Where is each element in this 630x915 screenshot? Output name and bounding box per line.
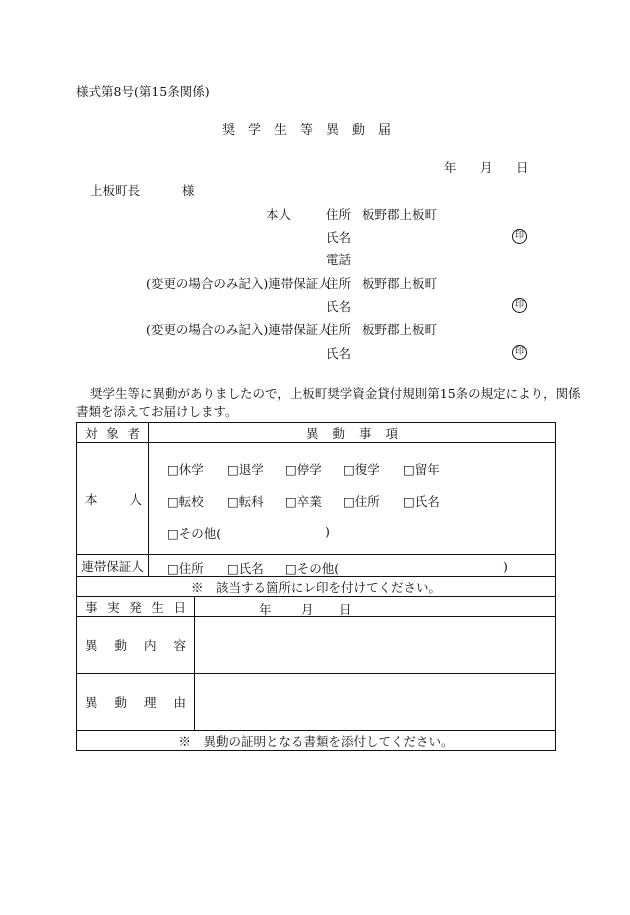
target-header-char: 対 [85, 425, 98, 441]
target-header [77, 423, 149, 443]
change-content-label-char: 内 [143, 638, 157, 653]
body-line-1: 奨学生等に異動がありましたので，上板町奨学資金貸付規則第15条の規定により，関係 [90, 386, 581, 401]
change-content-label-char: 動 [114, 638, 127, 653]
guarantor-label-cell [77, 555, 149, 577]
fact-date-label-char: 発 [129, 599, 142, 615]
fact-date-label-char: 事 [85, 599, 98, 615]
self-row [77, 443, 556, 555]
applicant-role: 本人 [266, 207, 292, 222]
date-day-label: 日 [516, 160, 529, 175]
change-reason-label-char: 動 [114, 695, 127, 710]
target-header-char: 象 [106, 425, 119, 441]
change-reason-label-cell [77, 674, 195, 731]
option-repeat-year-checkbox[interactable]: □留年 [403, 462, 440, 477]
guarantor-2-seal-icon: 印 [512, 345, 527, 360]
applicant-name-label: 氏名 [326, 230, 352, 245]
applicant-address-label: 住所 [326, 207, 352, 222]
guarantor-other-checkbox[interactable]: □その他( [285, 561, 340, 576]
form-number: 様式第8号(第15条関係) [76, 84, 210, 99]
fact-date-label-char: 生 [151, 599, 164, 615]
attach-note-row [77, 731, 556, 751]
check-note: ※ 該当する箇所にレ印を付けてください。 [77, 577, 556, 597]
addressee: 上板町長 [90, 183, 141, 198]
option-address-checkbox[interactable]: □住所 [343, 494, 380, 509]
applicant-seal-icon: 印 [512, 229, 527, 244]
attach-note: ※ 異動の証明となる書類を添付してください。 [77, 731, 556, 751]
fact-date-year-label: 年 [259, 602, 272, 617]
self-label-char: 本 [85, 491, 98, 507]
change-items-header [149, 423, 556, 443]
guarantor-options-cell [149, 555, 556, 577]
self-label-cell [77, 443, 149, 555]
change-items-header-char: 事 [358, 425, 372, 441]
fact-date-month-label: 月 [301, 602, 314, 617]
self-options-cell [149, 443, 556, 555]
self-label-char: 人 [129, 491, 142, 507]
change-reason-input-cell[interactable] [195, 674, 556, 731]
option-transfer-dept-checkbox[interactable]: □転科 [227, 494, 264, 509]
date-month-label: 月 [480, 160, 493, 175]
check-note-row [77, 577, 556, 597]
body-line-2: 書類を添えてお届けします。 [76, 404, 238, 419]
applicant-phone-label: 電話 [326, 252, 352, 267]
fact-date-value-cell[interactable] [195, 597, 556, 617]
option-withdraw-checkbox[interactable]: □退学 [227, 462, 264, 477]
guarantor-2-name-label: 氏名 [326, 346, 352, 361]
change-reason-row [77, 674, 556, 731]
change-reason-label-char: 異 [85, 695, 98, 710]
fact-date-label-char: 日 [173, 599, 186, 615]
fact-date-day-label: 日 [339, 602, 352, 617]
option-transfer-school-checkbox[interactable]: □転校 [167, 494, 204, 509]
guarantor-1-address-label: 住所 [326, 276, 352, 291]
guarantor-1-address-value: 板野郡上板町 [362, 276, 438, 291]
change-reason-label-char: 理 [143, 695, 157, 710]
applicant-address-value: 板野郡上板町 [362, 207, 438, 222]
guarantor-1-name-label: 氏名 [326, 299, 352, 314]
change-content-label-char: 異 [85, 638, 98, 653]
change-reason-label-char: 由 [173, 695, 186, 710]
change-content-label-cell [77, 617, 195, 674]
table-header-row [77, 423, 556, 443]
fact-date-row [77, 597, 556, 617]
guarantor-1-seal-icon: 印 [512, 298, 527, 313]
fact-date-label-char: 実 [107, 599, 120, 615]
change-items-header-char: 動 [332, 425, 345, 441]
change-content-input-cell[interactable] [195, 617, 556, 674]
guarantor-row [77, 555, 556, 577]
guarantor-1-note: (変更の場合のみ記入)連帯保証人 [146, 276, 331, 291]
change-items-header-char: 異 [306, 425, 319, 441]
change-content-label-char: 容 [173, 638, 186, 653]
guarantor-other-close: ) [503, 559, 508, 574]
option-other-checkbox[interactable]: □その他( [167, 526, 222, 541]
guarantor-2-note: (変更の場合のみ記入)連帯保証人 [146, 322, 331, 337]
target-header-char: 者 [127, 425, 140, 441]
option-name-checkbox[interactable]: □氏名 [403, 494, 440, 509]
guarantor-name-checkbox[interactable]: □氏名 [227, 561, 264, 576]
option-reinstate-checkbox[interactable]: □復学 [343, 462, 380, 477]
change-content-row [77, 617, 556, 674]
guarantor-address-checkbox[interactable]: □住所 [167, 561, 204, 576]
option-leave-checkbox[interactable]: □休学 [167, 462, 204, 477]
change-form-table [76, 422, 556, 751]
guarantor-label: 連帯保証人 [81, 558, 144, 574]
guarantor-2-address-label: 住所 [326, 322, 352, 337]
guarantor-2-address-value: 板野郡上板町 [362, 322, 438, 337]
addressee-honorific: 様 [182, 183, 195, 198]
option-graduate-checkbox[interactable]: □卒業 [285, 494, 322, 509]
change-items-header-char: 項 [385, 425, 398, 441]
document-title: 奨 学 生 等 異 動 届 [222, 123, 392, 138]
option-other-close: ) [325, 524, 330, 539]
option-suspension-checkbox[interactable]: □停学 [285, 462, 322, 477]
fact-date-label-cell [77, 597, 195, 617]
date-year-label: 年 [444, 160, 457, 175]
